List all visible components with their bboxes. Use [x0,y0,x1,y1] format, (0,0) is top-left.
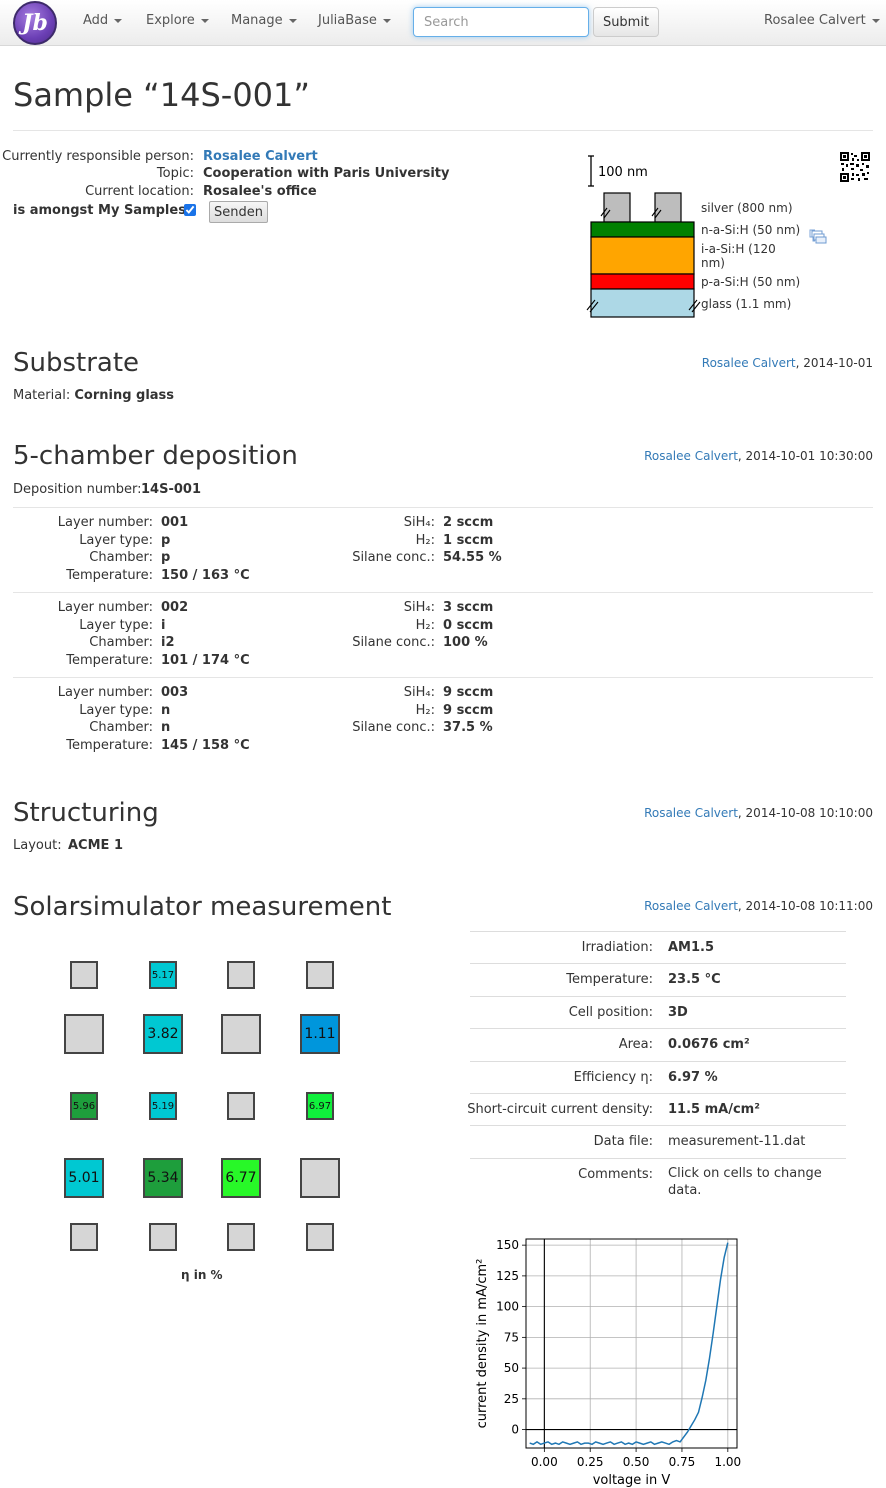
detail-label: Temperature: [566,972,653,988]
detail-value: measurement-11.dat [668,1134,806,1150]
topic-value: Cooperation with Paris University [203,166,450,181]
x-tick-label: 0.50 [622,1455,650,1469]
menu-juliabase[interactable] [318,13,391,28]
solar-cell[interactable]: 6.97 [306,1092,334,1120]
deposition-meta [644,449,873,463]
detail-value: 6.97 % [668,1069,718,1085]
layer-sih4-value: 2 sccm [443,515,494,530]
layer-temperature-label: Temperature: [66,737,153,753]
layer-chamber-label: Chamber: [89,720,153,736]
solar-heading: Solarsimulator measurement [13,892,392,922]
y-tick-label: 75 [503,1330,519,1345]
solar-cell[interactable]: 1.11 [300,1014,340,1054]
y-tick-label: 0 [511,1422,519,1437]
detail-row [470,1028,846,1060]
iv-series-line [530,1243,728,1445]
substrate-date: , 2014-10-01 [795,356,873,370]
deposition-heading: 5-chamber deposition [13,441,298,471]
solar-cell[interactable] [70,961,98,989]
layer-stack-diagram [585,150,815,322]
menu-explore[interactable] [146,13,209,28]
responsible-person-link[interactable]: Rosalee Calvert [203,149,318,164]
solar-cell[interactable]: 5.96 [70,1092,98,1120]
deposition-number-label: Deposition number: [13,482,142,497]
layer-layer-type-value: p [161,532,171,548]
menu-explore-label: Explore [146,13,195,28]
page-title: Sample “14S-001” [13,76,310,114]
y-tick-label: 25 [503,1391,519,1406]
y-axis-label: current density in mA/cm² [475,1258,490,1429]
substrate-operator-link[interactable]: Rosalee Calvert [701,356,796,370]
senden-button[interactable]: Senden [209,201,268,223]
location-label: Current location: [85,184,194,199]
material-row [13,388,174,403]
menu-manage[interactable] [231,13,297,28]
y-tick-label: 50 [503,1361,519,1376]
detail-label: Short-circuit current density: [467,1102,653,1117]
layer-layer-number-label: Layer number: [57,685,153,700]
layer-layer-number-value: 003 [161,685,189,700]
scale-label: 100 nm [598,165,648,180]
layer-layer-type-label: Layer type: [79,617,153,633]
deposition-operator-link[interactable]: Rosalee Calvert [644,449,738,463]
layer-sih4-value: 3 sccm [443,600,494,615]
x-tick-label: 0.25 [576,1455,604,1469]
layer-sih4-value: 9 sccm [443,685,494,700]
solar-cell[interactable]: 5.17 [149,961,177,989]
layer-silane-label: Silane conc.: [352,720,435,736]
solar-meta [644,899,873,913]
detail-row [470,996,846,1028]
plot-frame [526,1239,737,1448]
chevron-down-icon [872,19,880,23]
detail-row [470,1061,846,1093]
layer-chamber-value: i2 [161,635,175,651]
layer-h2-value: 0 sccm [443,617,494,633]
x-tick-label: 0.75 [668,1455,696,1469]
layer-layer-type-value: n [161,702,171,718]
layer-glass [591,289,694,317]
submit-button[interactable]: Submit [593,7,659,37]
layer-layer-type-label: Layer type: [79,702,153,718]
solar-cell[interactable] [227,1092,255,1120]
layer-h2-label: H₂: [415,617,435,633]
solar-cell[interactable] [300,1158,340,1198]
chevron-down-icon [114,19,122,23]
layer-n [591,222,694,237]
detail-row [470,1125,846,1157]
layer-divider [13,677,873,678]
my-samples-checkbox[interactable] [184,204,196,216]
detail-row [470,963,846,995]
layer-layer-number-value: 001 [161,515,189,530]
material-label: Material: [13,388,71,403]
qr-code-icon[interactable] [840,152,870,182]
silver-contact [604,193,630,222]
layer-p [591,274,694,289]
layer-h2-value: 9 sccm [443,702,494,718]
y-tick-label: 125 [496,1268,519,1283]
solar-date: , 2014-10-08 10:11:00 [737,899,873,913]
layer-h2-value: 1 sccm [443,532,494,548]
chevron-down-icon [289,19,297,23]
solar-cell[interactable]: 5.19 [149,1092,177,1120]
user-menu[interactable] [764,13,880,28]
detail-value: 23.5 °C [668,972,721,988]
y-tick-label: 100 [496,1299,519,1314]
solar-cell[interactable] [227,961,255,989]
solar-cell[interactable]: 3.82 [143,1014,183,1054]
detail-label: Efficiency η: [573,1069,653,1085]
solar-cell[interactable] [149,1223,177,1251]
structuring-heading: Structuring [13,798,159,828]
substrate-meta [702,356,873,370]
layer-silane-label: Silane conc.: [352,635,435,651]
menu-manage-label: Manage [231,13,283,28]
solar-cell[interactable] [306,961,334,989]
layer-label-silver: silver (800 nm) [701,201,793,215]
substrate-heading: Substrate [13,348,140,378]
layer-temperature-value: 150 / 163 °C [161,567,250,583]
layer-sih4-label: SiH₄: [403,685,435,700]
cell-map-caption: η in % [181,1268,223,1282]
detail-row-end [470,1158,846,1159]
solar-cell[interactable]: 5.01 [64,1158,104,1198]
layer-h2-label: H₂: [415,532,435,548]
layer-divider [13,592,873,593]
solar-cell[interactable]: 5.34 [143,1158,183,1198]
layer-silane-value: 37.5 % [443,720,493,736]
search-input[interactable] [413,7,589,37]
layer-silane-value: 54.55 % [443,550,502,566]
silver-contact [655,193,681,222]
detail-row [470,931,846,963]
menu-juliabase-label: JuliaBase [318,13,377,28]
structuring-meta [644,806,873,820]
layer-label-p: p-a-Si:H (50 nm) [701,275,801,289]
solar-cell[interactable] [306,1223,334,1251]
layer-layer-number-value: 002 [161,600,189,615]
iv-curve-chart [470,1232,745,1488]
layer-layer-number-label: Layer number: [57,600,153,615]
layer-sih4-label: SiH₄: [403,600,435,615]
deposition-date: , 2014-10-01 10:30:00 [737,449,873,463]
solar-operator-link[interactable]: Rosalee Calvert [644,899,738,913]
layer-chamber-value: n [161,720,171,736]
solar-cell[interactable] [70,1223,98,1251]
topic-label: Topic: [156,166,194,181]
layer-chamber-label: Chamber: [89,550,153,566]
solar-cell[interactable] [64,1014,104,1054]
x-axis-label: voltage in V [592,1473,671,1488]
chevron-down-icon [201,19,209,23]
layout-label: Layout: [13,838,62,853]
layer-sih4-label: SiH₄: [403,515,435,530]
layer-temperature-value: 145 / 158 °C [161,737,250,753]
structuring-date: , 2014-10-08 10:10:00 [737,806,873,820]
detail-value: 0.0676 cm² [668,1037,750,1053]
detail-value: Click on cells to change data. [668,1165,822,1199]
layer-silane-label: Silane conc.: [352,550,435,566]
user-menu-label: Rosalee Calvert [764,13,866,28]
layer-chamber-label: Chamber: [89,635,153,651]
layer-layer-number-label: Layer number: [57,515,153,530]
detail-label: Data file: [593,1134,653,1150]
solar-cell[interactable] [227,1223,255,1251]
layer-chamber-value: p [161,550,171,566]
detail-row [467,1093,846,1125]
layout-value: ACME 1 [68,838,123,853]
detail-label: Comments: [578,1166,653,1182]
layer-temperature-label: Temperature: [66,567,153,583]
divider [13,130,873,131]
x-tick-label: 1.00 [714,1455,742,1469]
chevron-down-icon [383,19,391,23]
layer-label-n: n-a-Si:H (50 nm) [701,223,801,237]
layer-layer-type-label: Layer type: [79,532,153,548]
solar-cell[interactable] [221,1014,261,1054]
location-value: Rosalee's office [203,184,317,199]
gallery-icon[interactable] [811,229,827,245]
layer-label-glass: glass (1.1 mm) [701,297,792,311]
layer-temperature-label: Temperature: [66,652,153,668]
menu-add-label: Add [83,13,109,28]
juliabase-logo[interactable]: Jb [13,1,57,45]
layer-silane-value: 100 % [443,635,488,651]
layer-h2-label: H₂: [415,702,435,718]
detail-value: AM1.5 [668,940,715,955]
structuring-operator-link[interactable]: Rosalee Calvert [644,806,738,820]
solar-cell[interactable]: 6.77 [221,1158,261,1198]
detail-value: 3D [668,1004,688,1020]
layer-label-i-line1: i-a-Si:H (120 [701,242,776,256]
layer-divider [13,507,873,508]
responsible-label: Currently responsible person: [2,149,194,164]
detail-value: 11.5 mA/cm² [668,1102,760,1117]
my-samples-label: is amongst My Samples: [13,203,192,218]
y-tick-label: 150 [496,1238,519,1253]
layer-layer-type-value: i [161,617,166,633]
layer-label-i-line2: nm) [701,256,725,270]
detail-row [470,1158,846,1199]
x-tick-label: 0.00 [530,1455,558,1469]
layer-temperature-value: 101 / 174 °C [161,652,250,668]
navbar [0,0,886,46]
detail-label: Cell position: [568,1004,653,1020]
deposition-number-value: 14S-001 [141,482,201,497]
menu-add[interactable] [83,13,122,28]
detail-label: Area: [618,1037,653,1053]
material-value: Corning glass [74,388,175,403]
detail-label: Irradiation: [581,940,653,955]
layer-i [591,237,694,274]
